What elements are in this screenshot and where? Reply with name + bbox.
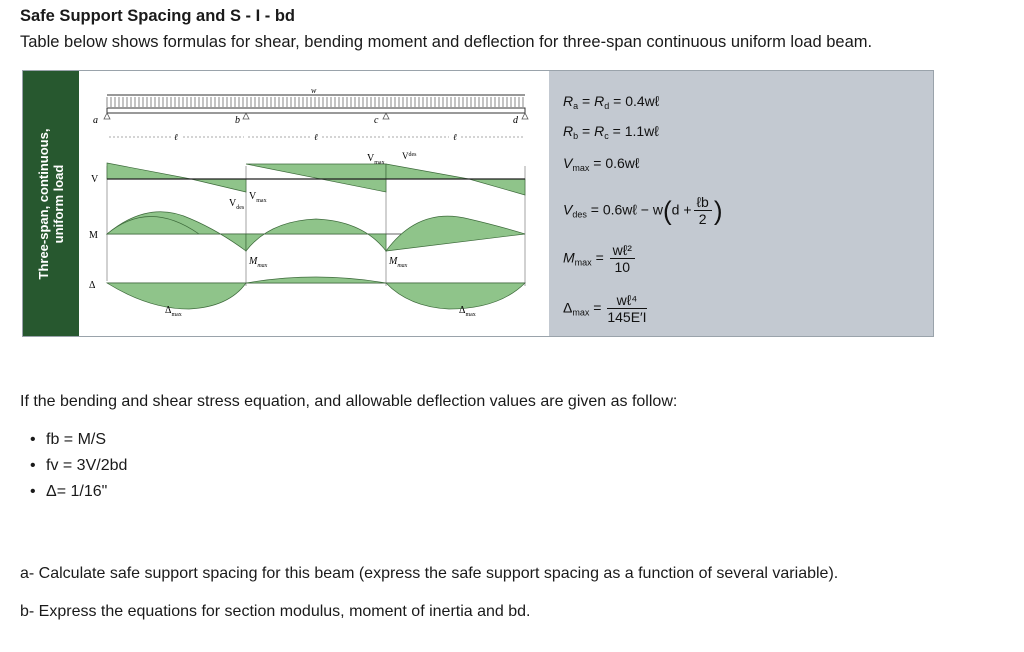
side-label-line1: Three-span, continuous, bbox=[36, 128, 51, 279]
list-item: • Δ= 1/16" bbox=[30, 483, 127, 509]
support-label-d: d bbox=[513, 115, 518, 126]
support-d bbox=[522, 113, 528, 119]
formula-vmax: $V_{max}$ = 0.6wℓ bbox=[563, 155, 640, 173]
page-title: Safe Support Spacing and S - I - bd bbox=[20, 7, 296, 25]
support-label-c: c bbox=[374, 115, 379, 126]
load-label: w bbox=[311, 86, 317, 95]
formula-mmax: $M_{max}$ = $\frac{\text{wℓ²}}{10}$ bbox=[563, 243, 637, 275]
span-label-2: ℓ bbox=[314, 132, 318, 142]
shear-label: V bbox=[91, 174, 99, 185]
moment-diagram bbox=[107, 212, 525, 251]
moment-label: M bbox=[89, 230, 98, 241]
support-c bbox=[383, 113, 389, 119]
deflection-max-label-left: $\Delta_{max}$ bbox=[165, 305, 182, 318]
beam-diagram-svg bbox=[79, 71, 549, 336]
equation-list bbox=[30, 431, 127, 509]
formula-reactions-bc: $R_b = R_c$ = 1.1wℓ bbox=[563, 123, 659, 141]
span-label-3: ℓ bbox=[453, 132, 457, 142]
question-b: b- Express the equations for section modulus, moment of inertia and bd. bbox=[20, 603, 531, 620]
shear-vdes-label-right: $V^{des}$ bbox=[402, 151, 417, 161]
formula-deflection-max: $\Delta_{max}$ = $\frac{\text{wℓ⁴}}{145E'I}$ bbox=[563, 292, 647, 325]
side-label-bar bbox=[23, 71, 79, 336]
beam-diagram bbox=[79, 71, 549, 336]
deflection-max-label-right: $\Delta_{max}$ bbox=[459, 305, 476, 318]
span-label-1: ℓ bbox=[174, 132, 178, 142]
side-label bbox=[36, 89, 66, 319]
support-label-a: a bbox=[93, 115, 98, 126]
support-a bbox=[104, 113, 110, 119]
side-label-line2: uniform load bbox=[51, 164, 66, 243]
beam bbox=[107, 108, 525, 113]
shear-vmax-label-left: $V_{max}$ bbox=[249, 191, 267, 204]
support-b bbox=[243, 113, 249, 119]
intro-text: If the bending and shear stress equation, and allowable deflection values are given as follow: bbox=[20, 393, 678, 410]
beam-figure bbox=[22, 70, 934, 337]
shear-vdes-label: $V_{des}$ bbox=[229, 198, 245, 211]
uniform-load-arrows bbox=[107, 97, 523, 107]
question-a: a- Calculate safe support spacing for this beam (express the safe support spacing as a function of several variable). bbox=[20, 565, 839, 582]
support-label-b: b bbox=[235, 115, 240, 126]
moment-mmax-label-left: $M_{max}$ bbox=[249, 256, 268, 269]
formula-vdes: $V_{des}$ = 0.6wℓ − w(d + $\frac{\text{ℓb}}{2}$ ) bbox=[563, 194, 723, 227]
shear-vmax-label-right: $V_{max}$ bbox=[367, 153, 385, 166]
page-subtitle: Table below shows formulas for shear, bending moment and deflection for three-span continuous uniform load beam. bbox=[20, 33, 873, 51]
formula-reactions-ad: $R_a = R_d$ = 0.4wℓ bbox=[563, 93, 660, 111]
list-item: • fv = 3V/2bd bbox=[30, 457, 127, 483]
list-item: • fb = M/S bbox=[30, 431, 127, 457]
moment-mmax-label-right: $M_{max}$ bbox=[389, 256, 408, 269]
formula-panel bbox=[549, 71, 933, 336]
deflection-label: Δ bbox=[89, 280, 96, 291]
